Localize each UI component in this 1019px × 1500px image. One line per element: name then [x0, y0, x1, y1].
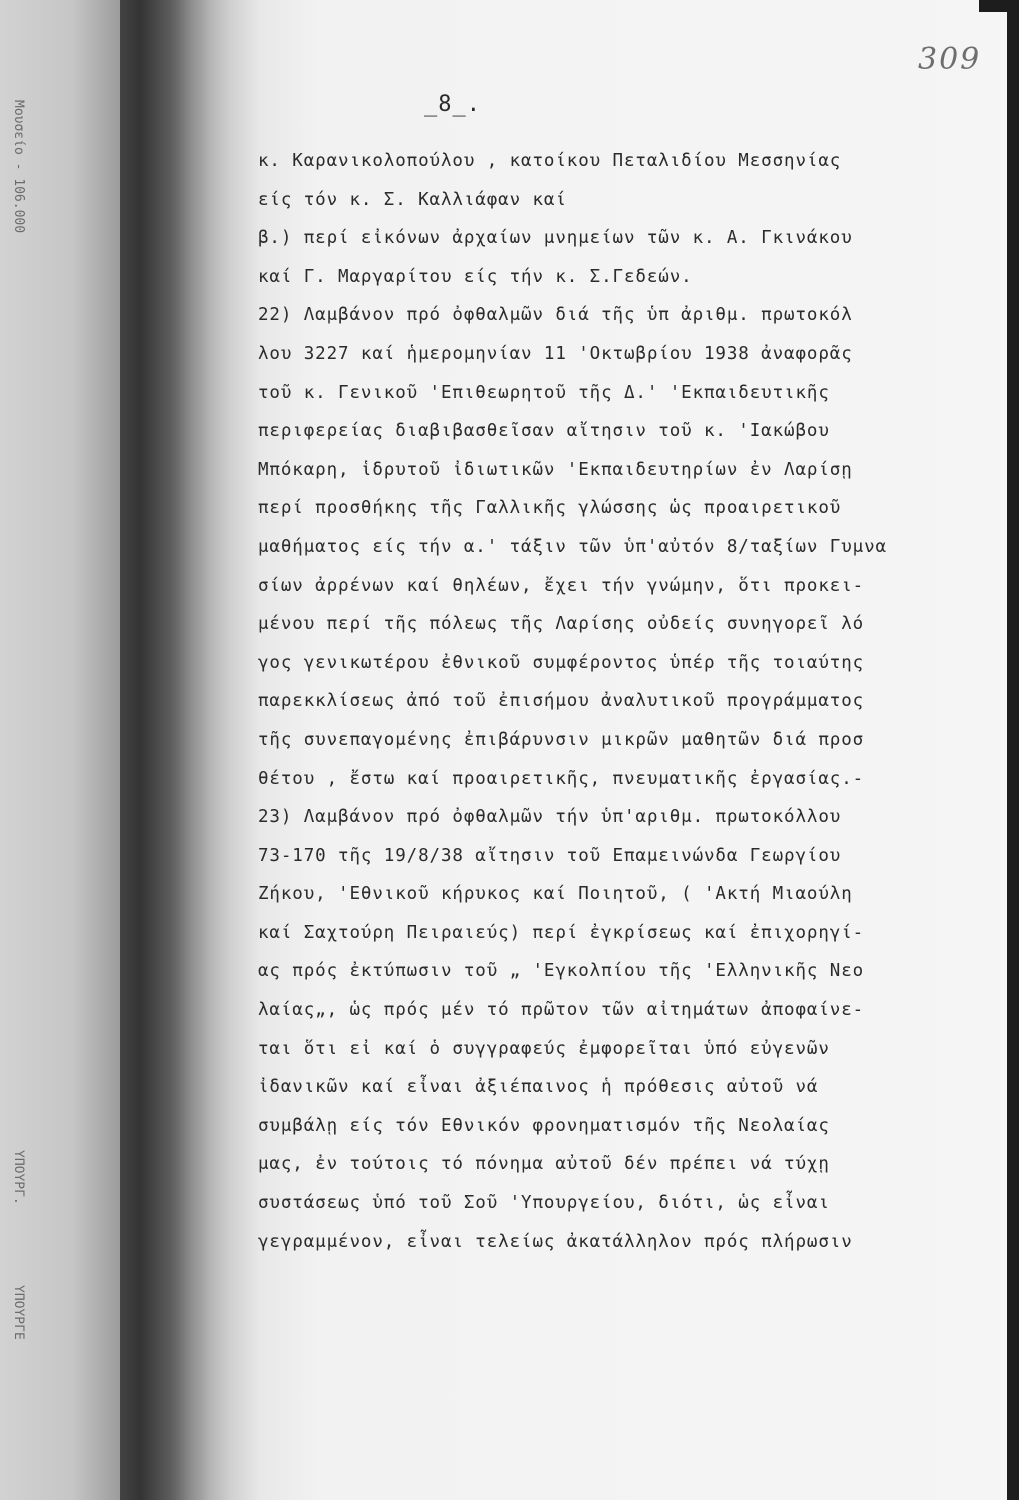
text-line: κ. Καρανικολοπούλου , κατοίκου Πεταλιδίου Μεσσηνίας: [258, 151, 842, 171]
margin-edge-text: Μουσείο - 106.000: [11, 100, 26, 234]
text-line: γος γενικωτέρου ἐθνικοῦ συμφέροντος ὑπέρ τῆς τοιαύτης: [258, 652, 865, 673]
text-line: ας πρός ἐκτύπωσιν τοῦ „ 'Εγκολπίου τῆς 'Ελληνικῆς Νεο: [258, 961, 865, 982]
margin-edge-text: ΥΠΟΥΡΓΕ: [11, 1285, 26, 1340]
text-line: 22) Λαμβάνον πρό ὀφθαλμῶν διά τῆς ὑπ ἀριθμ. πρωτοκόλ: [258, 305, 853, 326]
text-line: είς τόν κ. Σ. Καλλιάφαν καί: [258, 189, 567, 210]
text-line: γεγραμμένον, εἶναι τελείως ἀκατάλληλον πρός πλήρωσιν: [258, 1231, 853, 1252]
text-line: Μπόκαρη, ἱδρυτοῦ ἰδιωτικῶν 'Εκπαιδευτηρίων ἐν Λαρίσῃ: [258, 459, 853, 480]
text-line: 23) Λαμβάνον πρό ὀφθαλμῶν τήν ὑπ'αριθμ. πρωτοκόλλου: [258, 807, 842, 828]
text-line: παρεκκλίσεως ἀπό τοῦ ἐπισήμου ἀναλυτικοῦ προγράμματος: [258, 691, 865, 712]
text-line: τοῦ κ. Γενικοῦ 'Επιθεωρητοῦ τῆς Δ.' 'Εκπαιδευτικῆς: [258, 382, 830, 403]
text-line: συστάσεως ὑπό τοῦ Σοῦ 'Υπουργείου, διότι, ὡς εἶναι: [258, 1193, 830, 1214]
text-line: 73-170 τῆς 19/8/38 αἴτησιν τοῦ Επαμεινώνδα Γεωργίου: [258, 845, 842, 866]
text-line: Ζήκου, 'Εθνικοῦ κήρυκος καί Ποιητοῦ, ( 'Ακτή Μιαούλη: [258, 884, 853, 905]
margin-edge-text: ΥΠΟΥΡΓ.: [11, 1150, 26, 1205]
text-line: θέτου , ἔστω καί προαιρετικῆς, πνευματικῆς ἐργασίας.-: [258, 768, 865, 789]
text-line: τῆς συνεπαγομένης ἐπιβάρυνσιν μικρῶν μαθητῶν διά προσ: [258, 729, 865, 750]
text-line: ται ὅτι εἰ καί ὁ συγγραφεύς ἐμφορεῖται ὑπό εὐγενῶν: [258, 1038, 830, 1059]
facing-page-edge: [0, 0, 120, 1500]
text-line: μαθήματος είς τήν α.' τάξιν τῶν ὑπ'αὐτόν 8/ταξίων Γυμνα: [258, 536, 887, 557]
typed-text-body: [258, 142, 978, 1261]
scan-border-top: [979, 0, 1019, 12]
text-line: περί προσθήκης τῆς Γαλλικῆς γλώσσης ὡς προαιρετικοῦ: [258, 498, 842, 519]
text-line: μας, ἐν τούτοις τό πόνημα αὐτοῦ δέν πρέπει νά τύχῃ: [258, 1154, 830, 1175]
text-line: καί Γ. Μαργαρίτου είς τήν κ. Σ.Γεδεών.: [258, 266, 693, 287]
text-line: συμβάλῃ είς τόν Εθνικόν φρονηματισμόν τῆς Νεολαίας: [258, 1115, 830, 1136]
text-line: μένου περί τῆς πόλεως τῆς Λαρίσης οὐδείς συνηγορεῖ λό: [258, 614, 865, 635]
text-line: σίων ἀρρένων καί θηλέων, ἔχει τήν γνώμην, ὅτι προκει-: [258, 575, 865, 596]
book-spine-shadow: [120, 0, 210, 1500]
page-heading: _8_.: [424, 92, 481, 117]
text-line: περιφερείας διαβιβασθεῖσαν αἴτησιν τοῦ κ. 'Ιακώβου: [258, 421, 830, 442]
text-line: λαίας„, ὡς πρός μέν τό πρῶτον τῶν αἰτημάτων ἀποφαίνε-: [258, 1000, 865, 1021]
handwritten-page-number: 309: [918, 42, 982, 77]
text-line: β.) περί εἰκόνων ἀρχαίων μνημείων τῶν κ. Α. Γκινάκου: [258, 228, 853, 249]
text-line: λου 3227 καί ἡμερομηνίαν 11 'Οκτωβρίου 1938 ἀναφορᾶς: [258, 343, 853, 364]
text-line: ἰδανικῶν καί εἶναι ἀξιέπαινος ἡ πρόθεσις αὐτοῦ νά: [258, 1077, 819, 1098]
scan-border: [1007, 0, 1019, 1500]
text-line: καί Σαχτούρη Πειραιεύς) περί ἐγκρίσεως καί ἐπιχορηγί-: [258, 922, 865, 943]
